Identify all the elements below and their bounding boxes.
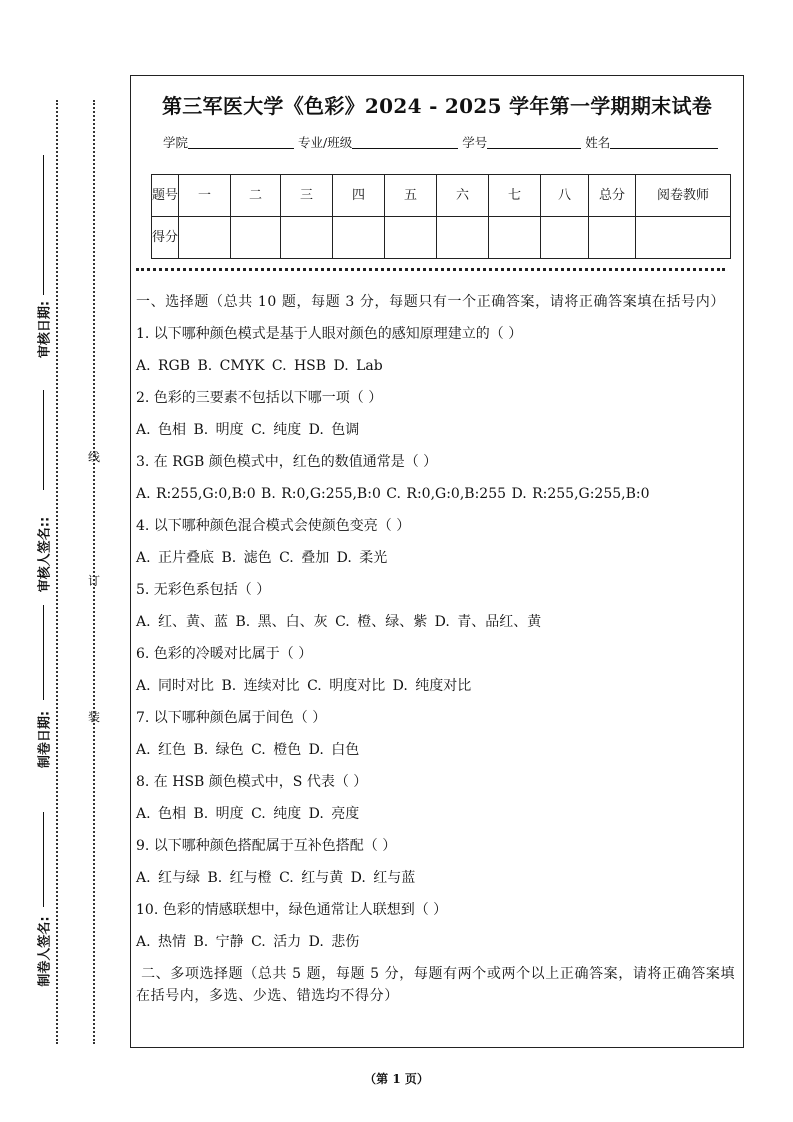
score-cell[interactable] — [589, 217, 636, 259]
options-7: A. 红色 B. 绿色 C. 橙色 D. 白色 — [136, 742, 360, 758]
score-table-header-row — [152, 175, 731, 217]
field-label-student-id: 学号 — [462, 135, 488, 150]
reviewer-date-field[interactable] — [43, 155, 44, 295]
question-5: 5. 无彩色系包括（ ） — [136, 582, 271, 598]
options-6: A. 同时对比 B. 连续对比 C. 明度对比 D. 纯度对比 — [136, 678, 472, 694]
question-9: 9. 以下哪种颜色搭配属于互补色搭配（ ） — [136, 838, 397, 854]
score-header-cell: 三 — [281, 175, 333, 217]
exam-content — [136, 291, 738, 1007]
section2-header: 二、多项选择题（总共 5 题，每题 5 分，每题有两个或两个以上正确答案，请将正确答案填在括号内，多选、少选、错选均不得分） — [136, 966, 736, 1004]
score-header-cell: 七 — [489, 175, 541, 217]
reviewer-date-label: 审核日期: — [37, 300, 53, 359]
field-label-major-class: 专业/班级 — [298, 135, 353, 150]
question-7: 7. 以下哪种颜色属于间色（ ） — [136, 710, 327, 726]
reviewer-sign-label: 审核人签名:: — [37, 516, 53, 593]
options-10: A. 热情 B. 宁静 C. 活力 D. 悲伤 — [136, 934, 360, 950]
exam-title: 第三军医大学《色彩》2024 - 2025 学年第一学期期末试卷 — [161, 94, 713, 118]
score-table-row-label: 题号 — [152, 175, 179, 217]
score-header-cell: 六 — [437, 175, 489, 217]
score-table — [151, 174, 731, 259]
score-table-row-label: 得分 — [152, 217, 179, 259]
score-header-cell: 五 — [385, 175, 437, 217]
reviewer-sign-field[interactable] — [43, 390, 44, 490]
score-cell[interactable] — [385, 217, 437, 259]
options-8: A. 色相 B. 明度 C. 纯度 D. 亮度 — [136, 806, 360, 822]
binding-char-line: 线 — [88, 450, 101, 464]
options-5: A. 红、黄、蓝 B. 黑、白、灰 C. 橙、绿、紫 D. 青、品红、黄 — [136, 614, 542, 630]
score-header-cell: 二 — [231, 175, 281, 217]
score-cell[interactable] — [281, 217, 333, 259]
page-number: （第 1 页） — [364, 1072, 429, 1086]
maker-sign-field[interactable] — [43, 812, 44, 907]
options-3: A. R:255,G:0,B:0 B. R:0,G:255,B:0 C. R:0,G:0,B:255 D. R:255,G:255,B:0 — [136, 486, 650, 502]
score-cell[interactable] — [437, 217, 489, 259]
student-info-row — [163, 133, 718, 151]
question-4: 4. 以下哪种颜色混合模式会使颜色变亮（ ） — [136, 518, 411, 534]
options-9: A. 红与绿 B. 红与橙 C. 红与黄 D. 红与蓝 — [136, 870, 416, 886]
score-cell[interactable] — [489, 217, 541, 259]
binding-line-outer — [56, 100, 58, 1044]
score-header-cell: 阅卷教师 — [636, 175, 731, 217]
score-header-cell: 八 — [541, 175, 589, 217]
score-cell[interactable] — [333, 217, 385, 259]
score-cell[interactable] — [231, 217, 281, 259]
question-10: 10. 色彩的情感联想中，绿色通常让人联想到（ ） — [136, 902, 448, 918]
question-1: 1. 以下哪种颜色模式是基于人眼对颜色的感知原理建立的（ ） — [136, 326, 523, 342]
options-2: A. 色相 B. 明度 C. 纯度 D. 色调 — [136, 422, 360, 438]
maker-sign-label: 制卷人签名: — [37, 916, 53, 987]
major-class-field[interactable] — [352, 135, 458, 149]
field-label-name: 姓名 — [585, 135, 611, 150]
score-cell[interactable] — [541, 217, 589, 259]
binding-char-bind: 装 — [88, 710, 101, 724]
score-header-cell: 一 — [179, 175, 231, 217]
dotted-separator — [136, 268, 725, 271]
field-label-college: 学院 — [163, 135, 189, 150]
binding-char-staple: 订 — [88, 574, 101, 588]
section1-header: 一、选择题（总共 10 题，每题 3 分，每题只有一个正确答案，请将正确答案填在括号内） — [136, 294, 725, 310]
question-6: 6. 色彩的冷暖对比属于（ ） — [136, 646, 313, 662]
score-header-cell: 四 — [333, 175, 385, 217]
question-8: 8. 在 HSB 颜色模式中，S 代表（ ） — [136, 774, 368, 790]
question-2: 2. 色彩的三要素不包括以下哪一项（ ） — [136, 390, 383, 406]
question-3: 3. 在 RGB 颜色模式中，红色的数值通常是（ ） — [136, 454, 438, 470]
score-header-cell: 总分 — [589, 175, 636, 217]
maker-date-label: 制卷日期: — [37, 710, 53, 769]
score-cell[interactable] — [179, 217, 231, 259]
options-4: A. 正片叠底 B. 滤色 C. 叠加 D. 柔光 — [136, 550, 388, 566]
name-field[interactable] — [610, 135, 718, 149]
options-1: A. RGB B. CMYK C. HSB D. Lab — [136, 358, 383, 374]
maker-date-field[interactable] — [43, 605, 44, 700]
college-field[interactable] — [188, 135, 294, 149]
student-id-field[interactable] — [487, 135, 581, 149]
exam-frame — [130, 75, 744, 1048]
score-cell[interactable] — [636, 217, 731, 259]
score-table-score-row — [152, 217, 731, 259]
